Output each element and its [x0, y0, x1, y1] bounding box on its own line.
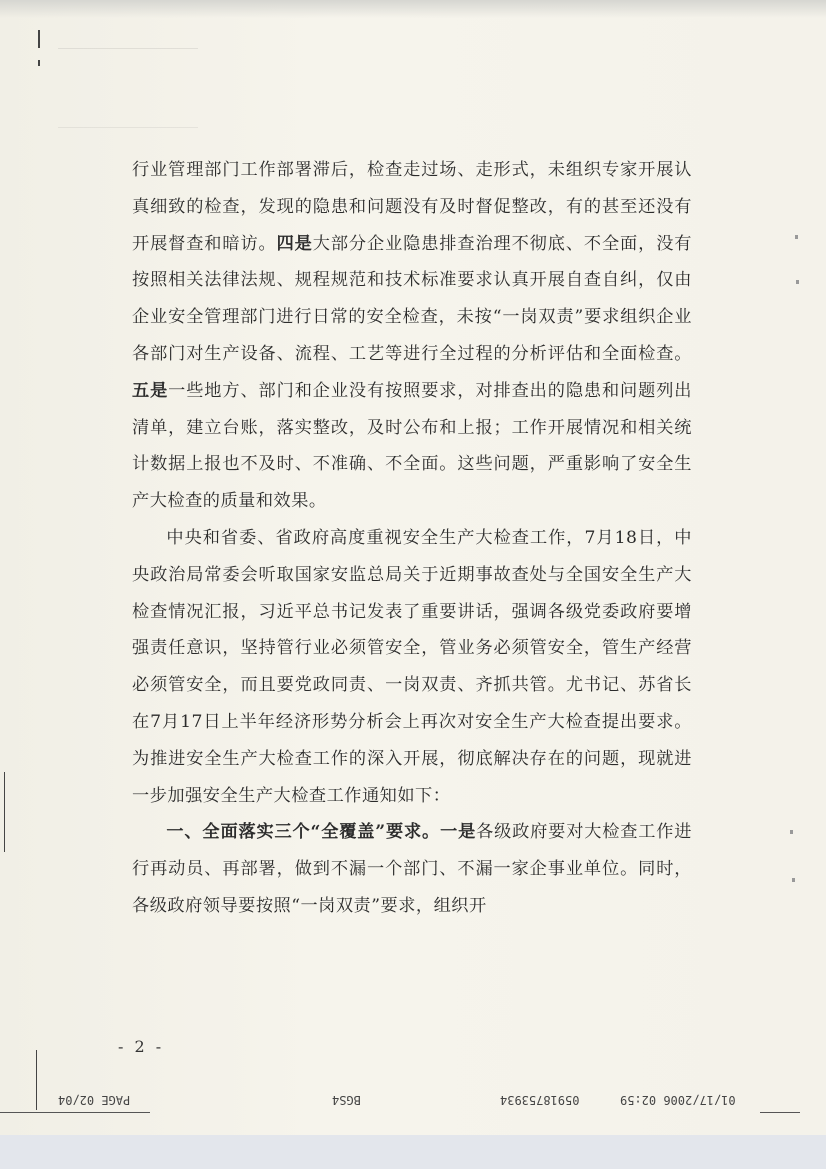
text-run: 大部分企业隐患排查治理不彻底、不全面，没有按照相关法律法规、规程规范和技术标准要求认真开展自查自纠，仅由企业安全管理部门进行日常的安全检查，未按“一岗双责”要求组织企业各部门对生产设备、流程、工艺等进行全过程的分析评估和全面检查。: [132, 233, 692, 364]
page-number: - 2 -: [118, 1037, 165, 1056]
text-run: 行业管理部门工作部署滞后，检查走过场、走形式，未组织专家开展认真细致的检查，发现的隐患和问题没有及时督促整改，有的甚至还没有开展督查和暗访。: [132, 160, 692, 254]
edge-mark: [4, 772, 5, 852]
fax-datetime: 01/17/2006 02:59: [620, 1093, 736, 1107]
text-run: 一些地方、部门和企业没有按照要求，对排查出的隐患和问题列出清单，建立台账，落实整改，及时公布和上报；工作开展情况和相关统计数据上报也不及时、不准确、不全面。这些问题，严重影响了安全生产大检查的质量和效果。: [132, 380, 692, 512]
fax-rule: [0, 1112, 150, 1113]
bold-phrase: 四是: [276, 233, 313, 254]
fax-sender: BGS4: [332, 1093, 361, 1107]
scan-speck: [790, 830, 793, 834]
bold-phrase: 一、全面落实三个“全覆盖”要求。一是: [166, 822, 477, 843]
scan-speck: [792, 878, 795, 882]
binding-mark: [38, 30, 40, 48]
scan-background: [0, 1135, 826, 1169]
bold-phrase: 五是: [132, 380, 169, 401]
scan-speck: [795, 235, 798, 239]
scan-speck: [796, 280, 799, 284]
fax-rule: [760, 1112, 800, 1113]
scan-shadow: [0, 0, 826, 18]
paragraph: [132, 520, 692, 814]
faded-header-ghost: [58, 48, 198, 128]
text-run: 中央和省委、省政府高度重视安全生产大检查工作，7月18日，中央政治局常委会听取国家安监总局关于近期事故查处与全国安全生产大检查情况汇报，习近平总书记发表了重要讲话，强调各级党委政府要增强责任意识，坚持管行业必须管安全，管业务必须管安全，管生产经营必须管安全，而且要党政同责、一岗双责、齐抓共管。尤书记、苏省长在7月17日上半年经济形势分析会上再次对安全生产大检查提出要求。为推进安全生产大检查工作的深入开展，彻底解决存在的问题，现就进一步加强安全生产大检查工作通知如下：: [132, 527, 692, 806]
fax-phone: 05918753934: [500, 1093, 580, 1107]
edge-mark: [36, 1050, 37, 1110]
paragraph: [132, 814, 692, 924]
paragraph: [132, 152, 692, 520]
fax-page: PAGE 02/04: [58, 1093, 131, 1107]
text-run: 各级政府要对大检查工作进行再动员、再部署，做到不漏一个部门、不漏一家企事业单位。同时，各级政府领导要按照“一岗双责”要求，组织开: [132, 822, 692, 916]
binding-mark: [38, 60, 40, 66]
document-body: [132, 152, 692, 925]
